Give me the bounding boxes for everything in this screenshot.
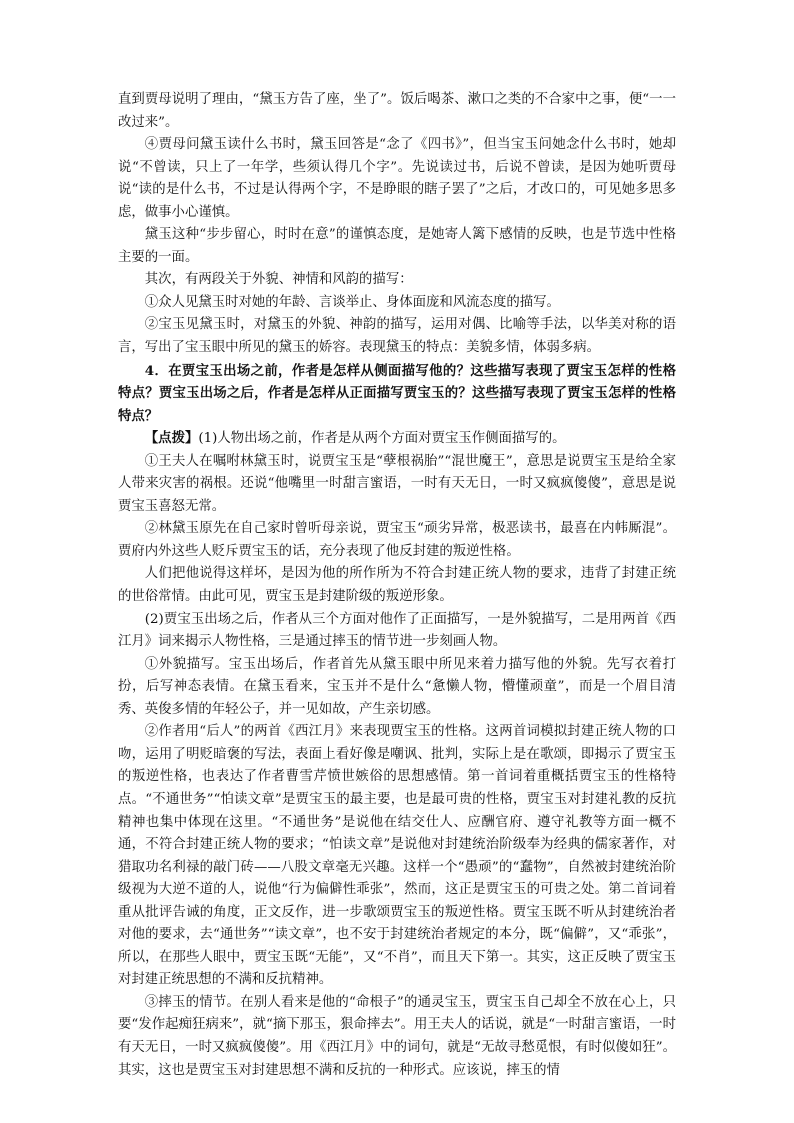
paragraph-hint xyxy=(118,427,676,451)
paragraph-9: ①王夫人在嘱咐林黛玉时，说贾宝玉是“孽根祸胎”“混世魔王”，意思是说贾宝玉是给全家人带来灾害的祸根。还说“他嘴里一时甜言蜜语，一时有天无日，一时又疯疯傻傻”，意思是说贾宝玉喜怒无常。 xyxy=(118,453,676,514)
paragraph-2: ④贾母问黛玉读什么书时，黛玉回答是“念了《四书》”，但当宝玉问她念什么书时，她却说“不曾读，只上了一年学，些须认得几个字”。先说读过书，后说不曾读，是因为她听贾母说“读的是什么书，不过是认得两个字，不是睁眼的瞎子罢了”之后，才改口的，可见她多思多虑，做事小心谨慎。 xyxy=(118,137,676,220)
hint-text: (1)人物出场之前，作者是从两个方面对贾宝玉作侧面描写的。 xyxy=(198,431,566,447)
paragraph-3: 黛玉这种“步步留心，时时在意”的谨慎态度，是她寄人篱下感情的反映，也是节选中性格主要的一面。 xyxy=(118,227,676,265)
paragraph-4: 其次，有两段关于外貌、神情和风韵的描写： xyxy=(144,272,413,288)
paragraph-10: ②林黛玉原先在自己家时曾听母亲说，贾宝玉“顽劣异常，极恶读书，最喜在内帏厮混”。贾府内外这些人贬斥贾宝玉的话，充分表现了他反封建的叛逆性格。 xyxy=(118,521,676,559)
question-4: 4．在贾宝玉出场之前，作者是怎样从侧面描写他的？这些描写表现了贾宝玉怎样的性格特点？贾宝玉出场之后，作者是怎样从正面描写贾宝玉的？这些描写表现了贾宝玉怎样的性格特点？ xyxy=(118,362,676,424)
paragraph-5: ①众人见黛玉时对她的年龄、言谈举止、身体面庞和风流态度的描写。 xyxy=(144,294,560,310)
paragraph-12: (2)贾宝玉出场之后，作者从三个方面对他作了正面描写，一是外貌描写，二是用两首《西江月》词来揭示人物性格，三是通过摔玉的情节进一步刻画人物。 xyxy=(118,611,676,650)
paragraph-11: 人们把他说得这样坏，是因为他的所作所为不符合封建正统人物的要求，违背了封建正统的世俗常情。由此可见，贾宝玉是封建阶级的叛逆形象。 xyxy=(118,566,676,605)
paragraph-14: ②作者用“后人”的两首《西江月》来表现贾宝玉的性格。这两首词模拟封建正统人物的口吻，运用了明贬暗褒的写法，表面上看好像是嘲讽、批判，实际上是在歌颂，即揭示了贾宝玉的叛逆性格，也表达了作者曹雪芹愤世嫉俗的思想感情。第一首词着重概括贾宝玉的性格特点。“不通世务”“怕读文章”是贾宝玉的最主要，也是最可贵的性格，贾宝玉对封建礼教的反抗精神也集中体现在这里。“不通世务”是说他在结交仕人、应酬官府、遵守礼教等方面一概不通，不符合封建正统人物的要求；“怕读文章”是说他对封建统治阶级奉为经典的儒家著作，对猎取功名利禄的敲门砖——八股文章毫无兴趣。这样一个“愚顽”的“蠢物”，自然被封建统治阶级视为大逆不道的人，说他“行为偏僻性乖张”，然而，这正是贾宝玉的可贵之处。第二首词着重从批评告诫的角度，正文反作，进一步歌颂贾宝玉的叛逆性格。贾宝玉既不听从封建统治者对他的要求，去“通世务”“读文章”，也不安于封建统治者规定的本分，既“偏僻”，又“乖张”，所以，在那些人眼中，贾宝玉既“无能”，又“不肖”，而且天下第一。其实，这正反映了贾宝玉对封建正统思想的不满和反抗精神。 xyxy=(118,724,676,988)
paragraph-6: ②宝玉见黛玉时，对黛玉的外貌、神韵的描写，运用对偶、比喻等手法，以华美对称的语言，写出了宝玉眼中所见的黛玉的娇容。表现黛玉的特点：美貌多情，体弱多病。 xyxy=(118,317,676,356)
paragraph-13: ①外貌描写。宝玉出场后，作者首先从黛玉眼中所见来着力描写他的外貌。先写衣着打扮，后写神态表情。在黛玉看来，宝玉并不是什么“惫懒人物，懵懂顽童”，而是一个眉目清秀、英俊多情的年轻公子，并一见如故，产生亲切感。 xyxy=(118,656,676,717)
paragraph-1: 直到贾母说明了理由，“黛玉方告了座，坐了”。饭后喝茶、漱口之类的不合家中之事，便“一一改过来”。 xyxy=(118,92,676,130)
hint-tag: 【点拨】 xyxy=(144,430,199,447)
paragraph-15: ③摔玉的情节。在别人看来是他的“命根子”的通灵宝玉，贾宝玉自己却全不放在心上，只要“发作起痴狂病来”，就“摘下那玉，狠命摔去”。用王夫人的话说，就是“一时甜言蜜语，一时有天无日，一时又疯疯傻傻”。用《西江月》中的词句，就是“无故寻愁觅恨，有时似傻如狂”。其实，这也是贾宝玉对封建思想不满和反抗的一种形式。应该说，摔玉的情 xyxy=(118,994,676,1078)
